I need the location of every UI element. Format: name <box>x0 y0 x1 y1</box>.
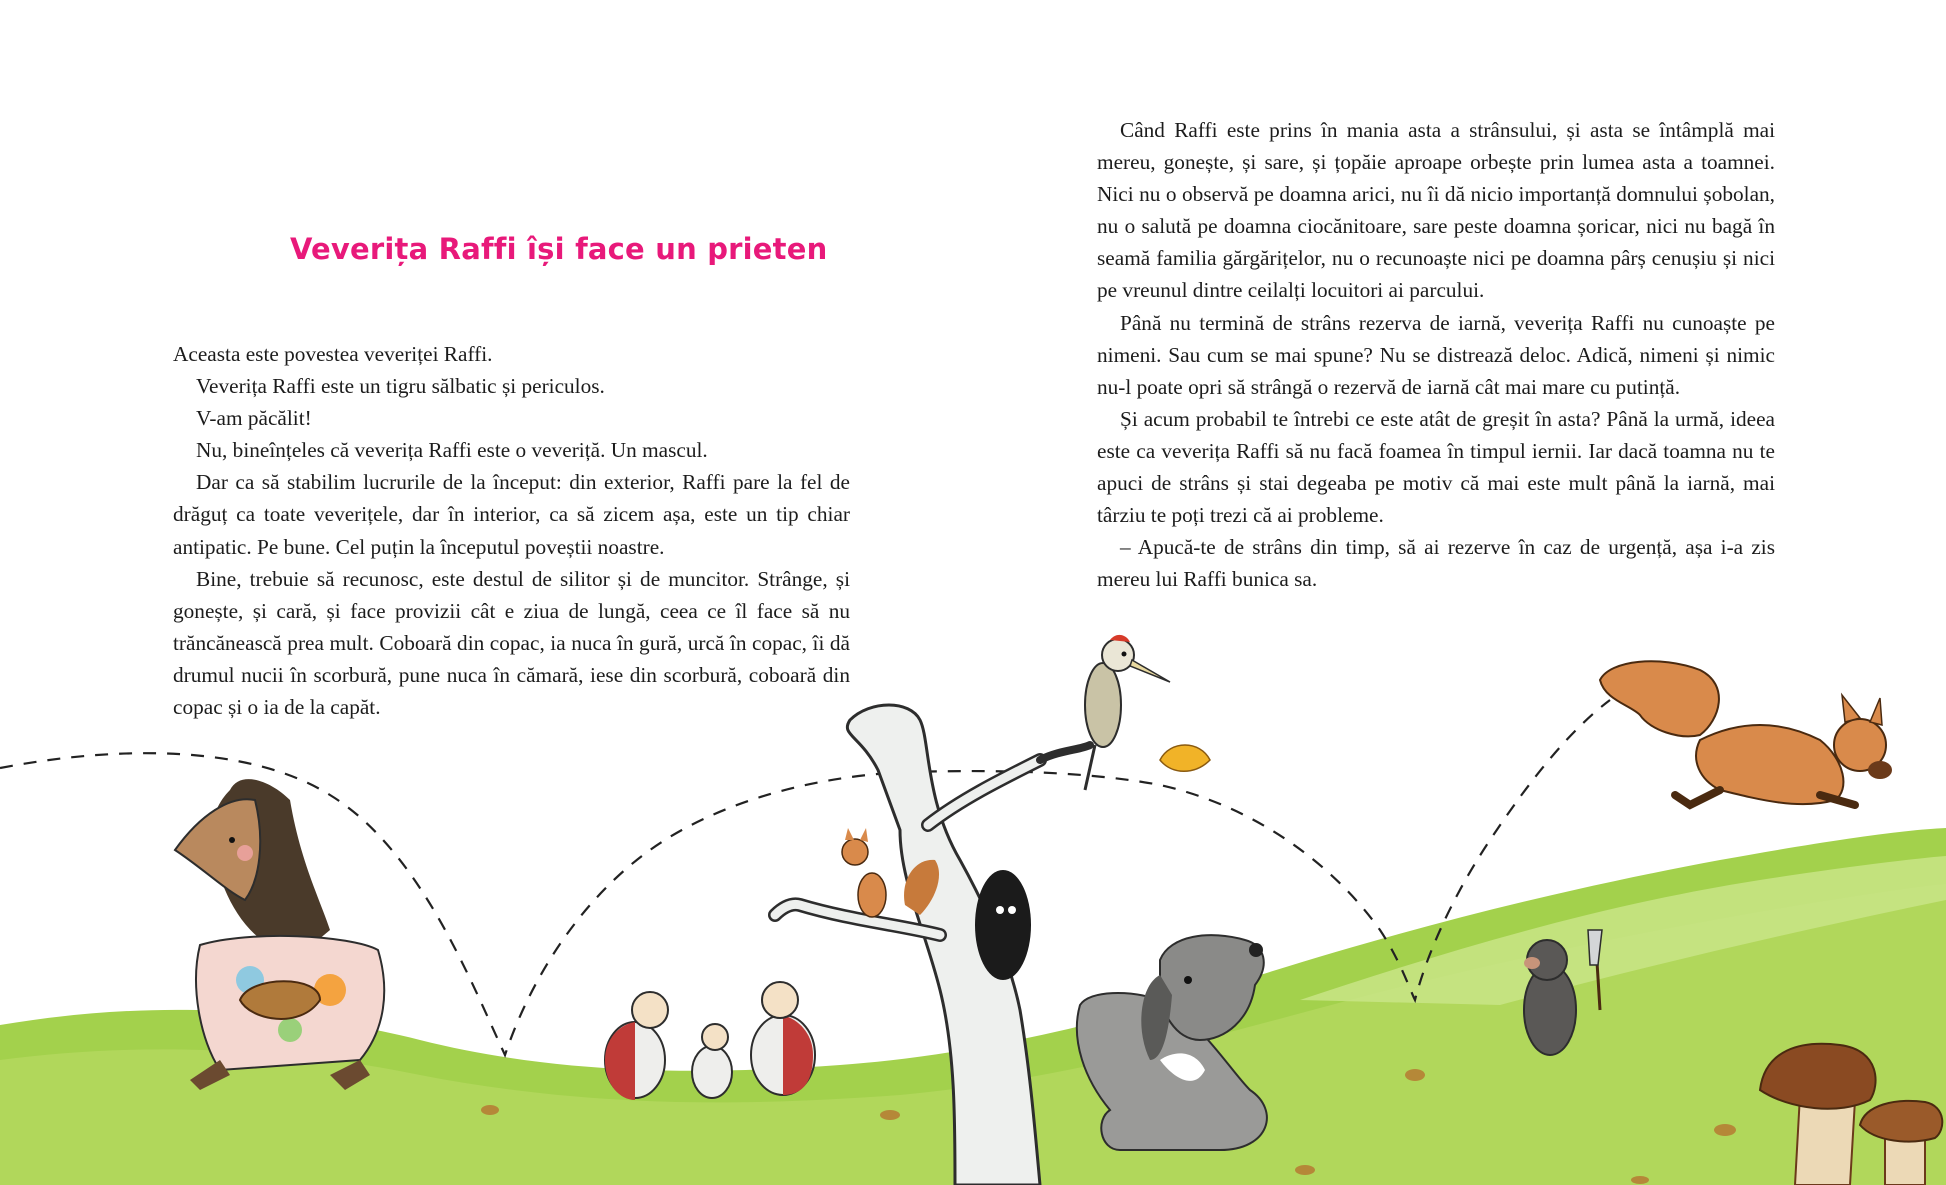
paragraph: Nu, bineînțeles că veverița Raffi este o veveriță. Un mascul. <box>196 438 708 463</box>
paragraph: Bine, trebuie să recunosc, este destul de silitor și de muncitor. Strânge, și gonește, și cară, și face provizii cât e ziua de lungă, ceea ce îl face să nu trăncănească prea mult. Coboară din copac, ia nuca în gură, urcă în copac, îi dă drumul nucii în scorbură, pune nuca în cămară, iese din scorbură, coboară din copac și o ia de la capăt. <box>173 566 850 720</box>
left-text-column <box>173 338 850 723</box>
paragraph: – Apucă-te de strâns din timp, să ai rezerve în caz de urgență, așa i-a zis mereu lui Raffi bunica sa. <box>1097 535 1775 592</box>
paragraph: Până nu termină de strâns rezerva de iarnă, veverița Raffi nu cunoaște pe nimeni. Sau cum se mai spune? Nu se distrează deloc. Adică, nimeni și nimic nu-l poate opri să strângă o rezervă de iarnă cât mai mare cu putință. <box>1097 310 1775 399</box>
ladybug-family <box>605 982 815 1100</box>
paragraph: Și acum probabil te întrebi ce este atât de greșit în asta? Până la urmă, ideea este ca veverița Raffi să nu facă foamea în timpul iernii. Iar dacă toamna nu te apuci de strâns și stai degeaba pe motiv că mai este mult până la iarnă, mai târziu te poți trezi că ai probleme. <box>1097 406 1775 528</box>
paragraph: V-am păcălit! <box>196 406 312 431</box>
paragraph: Când Raffi este prins în mania asta a strânsului, și asta se întâmplă mai mereu, gonește, și sare, și țopăie aproape orbește prin lumea asta a toamnei. Nici nu o observă pe doamna arici, nu îi dă nicio importanță domnului șobolan, nu o salută pe doamna ciocănitoare, sare peste doamna șoricar, nici nu bagă în seamă familia gărgărițelor, nu o recunoaște nici pe doamna pârș cenușiu și nici pe vreunul dintre ceilalți locuitori ai parcului. <box>1097 118 1775 303</box>
paragraph: Aceasta este povestea veveriței Raffi. <box>173 342 493 366</box>
hedgehog <box>175 779 384 1090</box>
paragraph: Veverița Raffi este un tigru sălbatic și periculos. <box>196 374 605 399</box>
squirrel-raffi <box>1600 661 1892 805</box>
story-title: Veverița Raffi își face un prieten <box>290 232 828 266</box>
woodpecker <box>1085 635 1170 790</box>
paragraph: Dar ca să stabilim lucrurile de la început: din exterior, Raffi pare la fel de drăguț ca toate veverițele, dar în interior, ca să zicem așa, este un tip chiar antipatic. Pe bune. Cel puțin la începutul poveștii noastre. <box>173 470 850 559</box>
yellow-leaf <box>1160 745 1210 771</box>
right-text-column <box>1097 114 1775 595</box>
